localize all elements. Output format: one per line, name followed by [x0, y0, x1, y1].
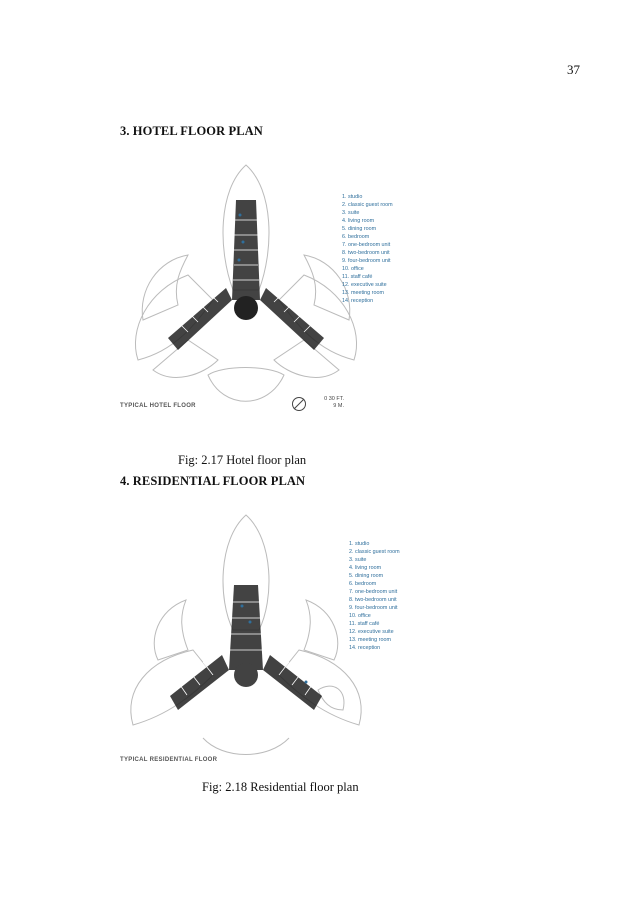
hotel-floor-label: TYPICAL HOTEL FLOOR [120, 403, 196, 409]
scale-bar [306, 396, 344, 410]
legend-item: 7. one-bedroom unit [349, 589, 398, 595]
residential-heading: 4. RESIDENTIAL FLOOR PLAN [120, 474, 306, 488]
legend-item: 13. meeting room [342, 290, 384, 296]
legend-item: 14. reception [349, 645, 381, 651]
legend-item: 2. classic guest room [349, 549, 400, 555]
legend-item: 4. living room [349, 565, 382, 571]
legend-item: 5. dining room [342, 226, 377, 232]
hotel-heading: 3. HOTEL FLOOR PLAN [120, 124, 263, 138]
legend-item: 11. staff café [342, 274, 373, 280]
legend-item: 12. executive suite [349, 629, 394, 635]
legend-item: 5. dining room [349, 573, 384, 579]
legend-item: 8. two-bedroom unit [342, 250, 390, 256]
legend-item: 12. executive suite [342, 282, 387, 288]
legend-item: 1. studio [342, 194, 363, 200]
hotel-caption: Fig: 2.17 Hotel floor plan [178, 453, 307, 467]
scale-meters: 9 M. [333, 403, 344, 409]
legend-item: 14. reception [342, 298, 374, 304]
residential-caption: Fig: 2.18 Residential floor plan [202, 780, 359, 794]
legend-item: 2. classic guest room [342, 202, 393, 208]
legend-item: 6. bedroom [342, 234, 370, 240]
page-number: 37 [567, 62, 580, 77]
residential-floor-label: TYPICAL RESIDENTIAL FLOOR [120, 757, 218, 763]
legend-item: 9. four-bedroom unit [349, 605, 398, 611]
residential-legend [349, 540, 400, 652]
legend-item: 3. suite [349, 557, 367, 563]
scale-feet: 0 30 FT. [324, 396, 344, 402]
legend-item: 3. suite [342, 210, 360, 216]
legend-item: 4. living room [342, 218, 375, 224]
legend-item: 1. studio [349, 541, 370, 547]
legend-item: 6. bedroom [349, 581, 377, 587]
legend-item: 10. office [349, 613, 371, 619]
legend-item: 11. staff café [349, 621, 380, 627]
legend-item: 8. two-bedroom unit [349, 597, 397, 603]
legend-item: 7. one-bedroom unit [342, 242, 391, 248]
legend-item: 10. office [342, 266, 364, 272]
hotel-legend [342, 193, 393, 305]
legend-item: 9. four-bedroom unit [342, 258, 391, 264]
legend-item: 13. meeting room [349, 637, 391, 643]
